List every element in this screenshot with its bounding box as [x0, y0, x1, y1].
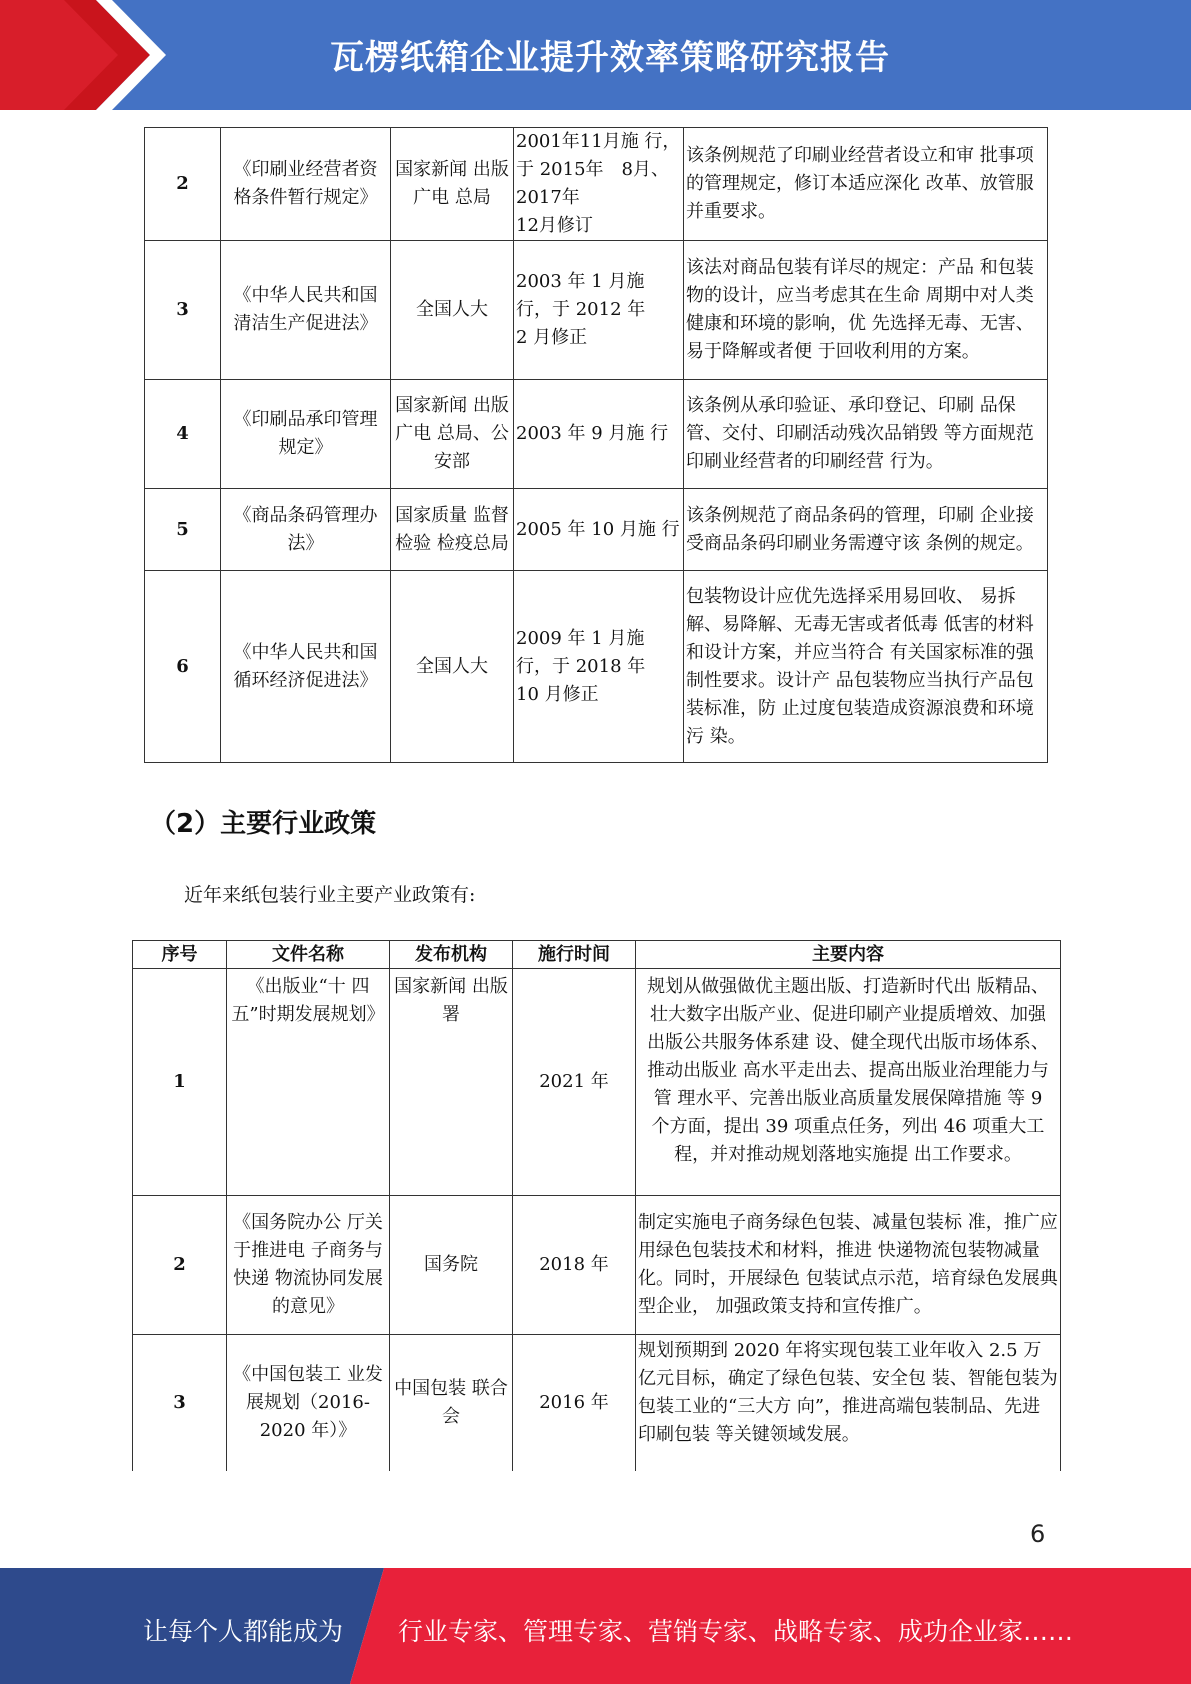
issuing-authority: 国家新闻 出版广电 总局	[391, 128, 514, 241]
page-number: 6	[1030, 1520, 1046, 1548]
table-row	[145, 128, 1048, 241]
row-number: 3	[133, 1335, 227, 1471]
document-name: 《出版业“十 四五”时期发展规划》	[227, 969, 390, 1196]
document-name: 《中华人民共和国清洁生产促进法》	[221, 241, 391, 380]
row-number: 4	[145, 380, 221, 489]
issuing-authority: 国家质量 监督检验 检疫总局	[391, 489, 514, 571]
footer-slogan-left: 让每个人都能成为	[143, 1617, 344, 1646]
effective-date: 2003 年 1 月施 行，于 2012 年 2 月修正	[514, 241, 684, 380]
main-content: 该条例规范了印刷业经营者设立和审 批事项的管理规定，修订本适应深化 改革、放管服并重要求。	[684, 128, 1048, 241]
header-content: 主要内容	[636, 941, 1061, 969]
table-row	[145, 489, 1048, 571]
report-header	[0, 0, 1191, 110]
main-content: 包装物设计应优先选择采用易回收、 易拆解、易降解、无毒无害或者低毒 低害的材料和设计方案，并应当符合 有关国家标准的强制性要求。设计产 品包装物应当执行产品包装标准，防 止过度包装造成资源浪费和环境污 染。	[684, 571, 1048, 763]
main-content: 该条例规范了商品条码的管理，印刷 企业接受商品条码印刷业务需遵守该 条例的规定。	[684, 489, 1048, 571]
table-row	[133, 969, 1061, 1196]
industry-policy-table	[132, 940, 1061, 1471]
table-row	[145, 241, 1048, 380]
effective-date: 2005 年 10 月施 行	[514, 489, 684, 571]
table-row	[133, 1196, 1061, 1335]
document-name: 《中华人民共和国循环经济促进法》	[221, 571, 391, 763]
header-no: 序号	[133, 941, 227, 969]
table-header-row	[133, 941, 1061, 969]
main-content: 该法对商品包装有详尽的规定：产品 和包装物的设计，应当考虑其在生命 周期中对人类健康和环境的影响，优 先选择无毒、无害、易于降解或者便 于回收利用的方案。	[684, 241, 1048, 380]
effective-date: 2009 年 1 月施 行，于 2018 年 10 月修正	[514, 571, 684, 763]
document-name: 《国务院办公 厅关于推进电 子商务与快递 物流协同发展 的意见》	[227, 1196, 390, 1335]
header-time: 施行时间	[513, 941, 636, 969]
document-name: 《印刷业经营者资格条件暂行规定》	[221, 128, 391, 241]
effective-date: 2018 年	[513, 1196, 636, 1335]
page-footer	[0, 1568, 1191, 1684]
row-number: 2	[145, 128, 221, 241]
report-title: 瓦楞纸箱企业提升效率策略研究报告	[330, 38, 890, 78]
document-name: 《商品条码管理办法》	[221, 489, 391, 571]
row-number: 2	[133, 1196, 227, 1335]
issuing-authority: 国家新闻 出版广电 总局、公 安部	[391, 380, 514, 489]
issuing-authority: 国家新闻 出版署	[390, 969, 513, 1196]
issuing-authority: 全国人大	[391, 571, 514, 763]
effective-date: 2016 年	[513, 1335, 636, 1471]
main-content: 规划预期到 2020 年将实现包装工业年收入 2.5 万亿元目标，确定了绿色包装、安全包 装、智能包装为包装工业的“三大方 向”，推进高端包装制品、先进印刷包装 等关键领域发展。	[636, 1335, 1061, 1471]
issuing-authority: 国务院	[390, 1196, 513, 1335]
table-row	[145, 380, 1048, 489]
row-number: 5	[145, 489, 221, 571]
table-row	[133, 1335, 1061, 1471]
issuing-authority: 全国人大	[391, 241, 514, 380]
row-number: 1	[133, 969, 227, 1196]
header-name: 文件名称	[227, 941, 390, 969]
effective-date: 2003 年 9 月施 行	[514, 380, 684, 489]
table-row	[145, 571, 1048, 763]
intro-paragraph: 近年来纸包装行业主要产业政策有:	[184, 884, 476, 906]
main-content: 规划从做强做优主题出版、打造新时代出 版精品、壮大数字出版产业、促进印刷产业提质增效、加强出版公共服务体系建 设、健全现代出版市场体系、推动出版业 高水平走出去、提高出版业治理能力与管 理水平、完善出版业高质量发展保障措施 等 9 个方面，提出 39 项重点任务，列出 46 项重大工程，并对推动规划落地实施提 出工作要求。	[636, 969, 1061, 1196]
regulations-table	[144, 127, 1048, 763]
row-number: 6	[145, 571, 221, 763]
row-number: 3	[145, 241, 221, 380]
effective-date: 2001年11月施 行，于 2015年 8月、2017年 12月修订	[514, 128, 684, 241]
effective-date: 2021 年	[513, 969, 636, 1196]
header-org: 发布机构	[390, 941, 513, 969]
footer-slogan-right: 行业专家、管理专家、营销专家、战略专家、成功企业家……	[398, 1617, 1074, 1646]
issuing-authority: 中国包装 联合会	[390, 1335, 513, 1471]
main-content: 该条例从承印验证、承印登记、印刷 品保管、交付、印刷活动残次品销毁 等方面规范印刷业经营者的印刷经营 行为。	[684, 380, 1048, 489]
document-name: 《中国包装工 业发展规划（2016-2020 年）》	[227, 1335, 390, 1471]
document-name: 《印刷品承印管理规定》	[221, 380, 391, 489]
section-heading: （2）主要行业政策	[150, 809, 377, 839]
main-content: 制定实施电子商务绿色包装、减量包装标 准，推广应用绿色包装技术和材料，推进 快递物流包装物减量化。同时，开展绿色 包装试点示范，培育绿色发展典型企业， 加强政策支持和宣传推广。	[636, 1196, 1061, 1335]
